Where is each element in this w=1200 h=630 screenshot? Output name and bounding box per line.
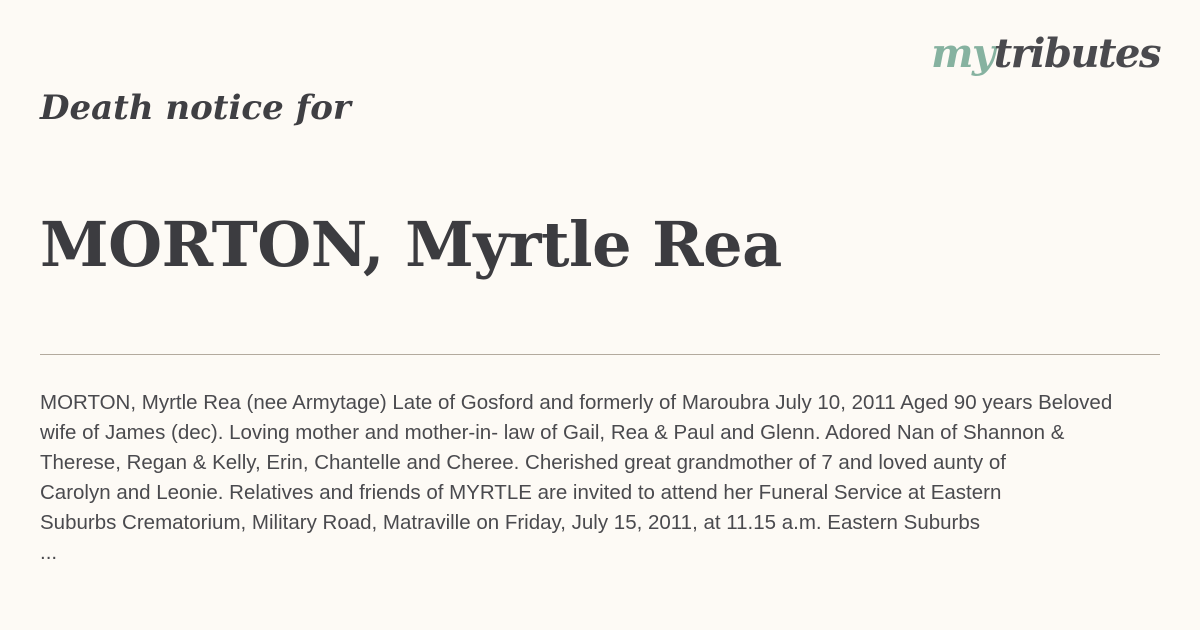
deceased-name: MORTON, Myrtle Rea xyxy=(40,208,782,281)
logo-my: my xyxy=(931,30,994,77)
divider xyxy=(40,354,1160,355)
mytributes-logo[interactable] xyxy=(931,30,1160,77)
notice-subtitle: Death notice for xyxy=(40,88,351,128)
notice-text-line: Carolyn and Leonie. Relatives and friends of MYRTLE are invited to attend her Funeral Service at Eastern xyxy=(40,481,1002,504)
notice-text-line: wife of James (dec). Loving mother and mother-in- law of Gail, Rea & Paul and Glenn. Adored Nan of Shannon & xyxy=(40,421,1065,444)
notice-text-line: MORTON, Myrtle Rea (nee Armytage) Late of Gosford and formerly of Maroubra July 10, 2011 Aged 90 years Beloved xyxy=(40,391,1113,414)
notice-text-line: Therese, Regan & Kelly, Erin, Chantelle and Cheree. Cherished great grandmother of 7 and loved aunty of xyxy=(40,451,1006,474)
notice-text xyxy=(40,388,1175,568)
notice-text-line: Suburbs Crematorium, Military Road, Matraville on Friday, July 15, 2011, at 11.15 a.m. Eastern Suburbs xyxy=(40,511,980,534)
notice-text-ellipsis: ... xyxy=(40,541,58,564)
logo-tributes: tributes xyxy=(993,30,1160,77)
